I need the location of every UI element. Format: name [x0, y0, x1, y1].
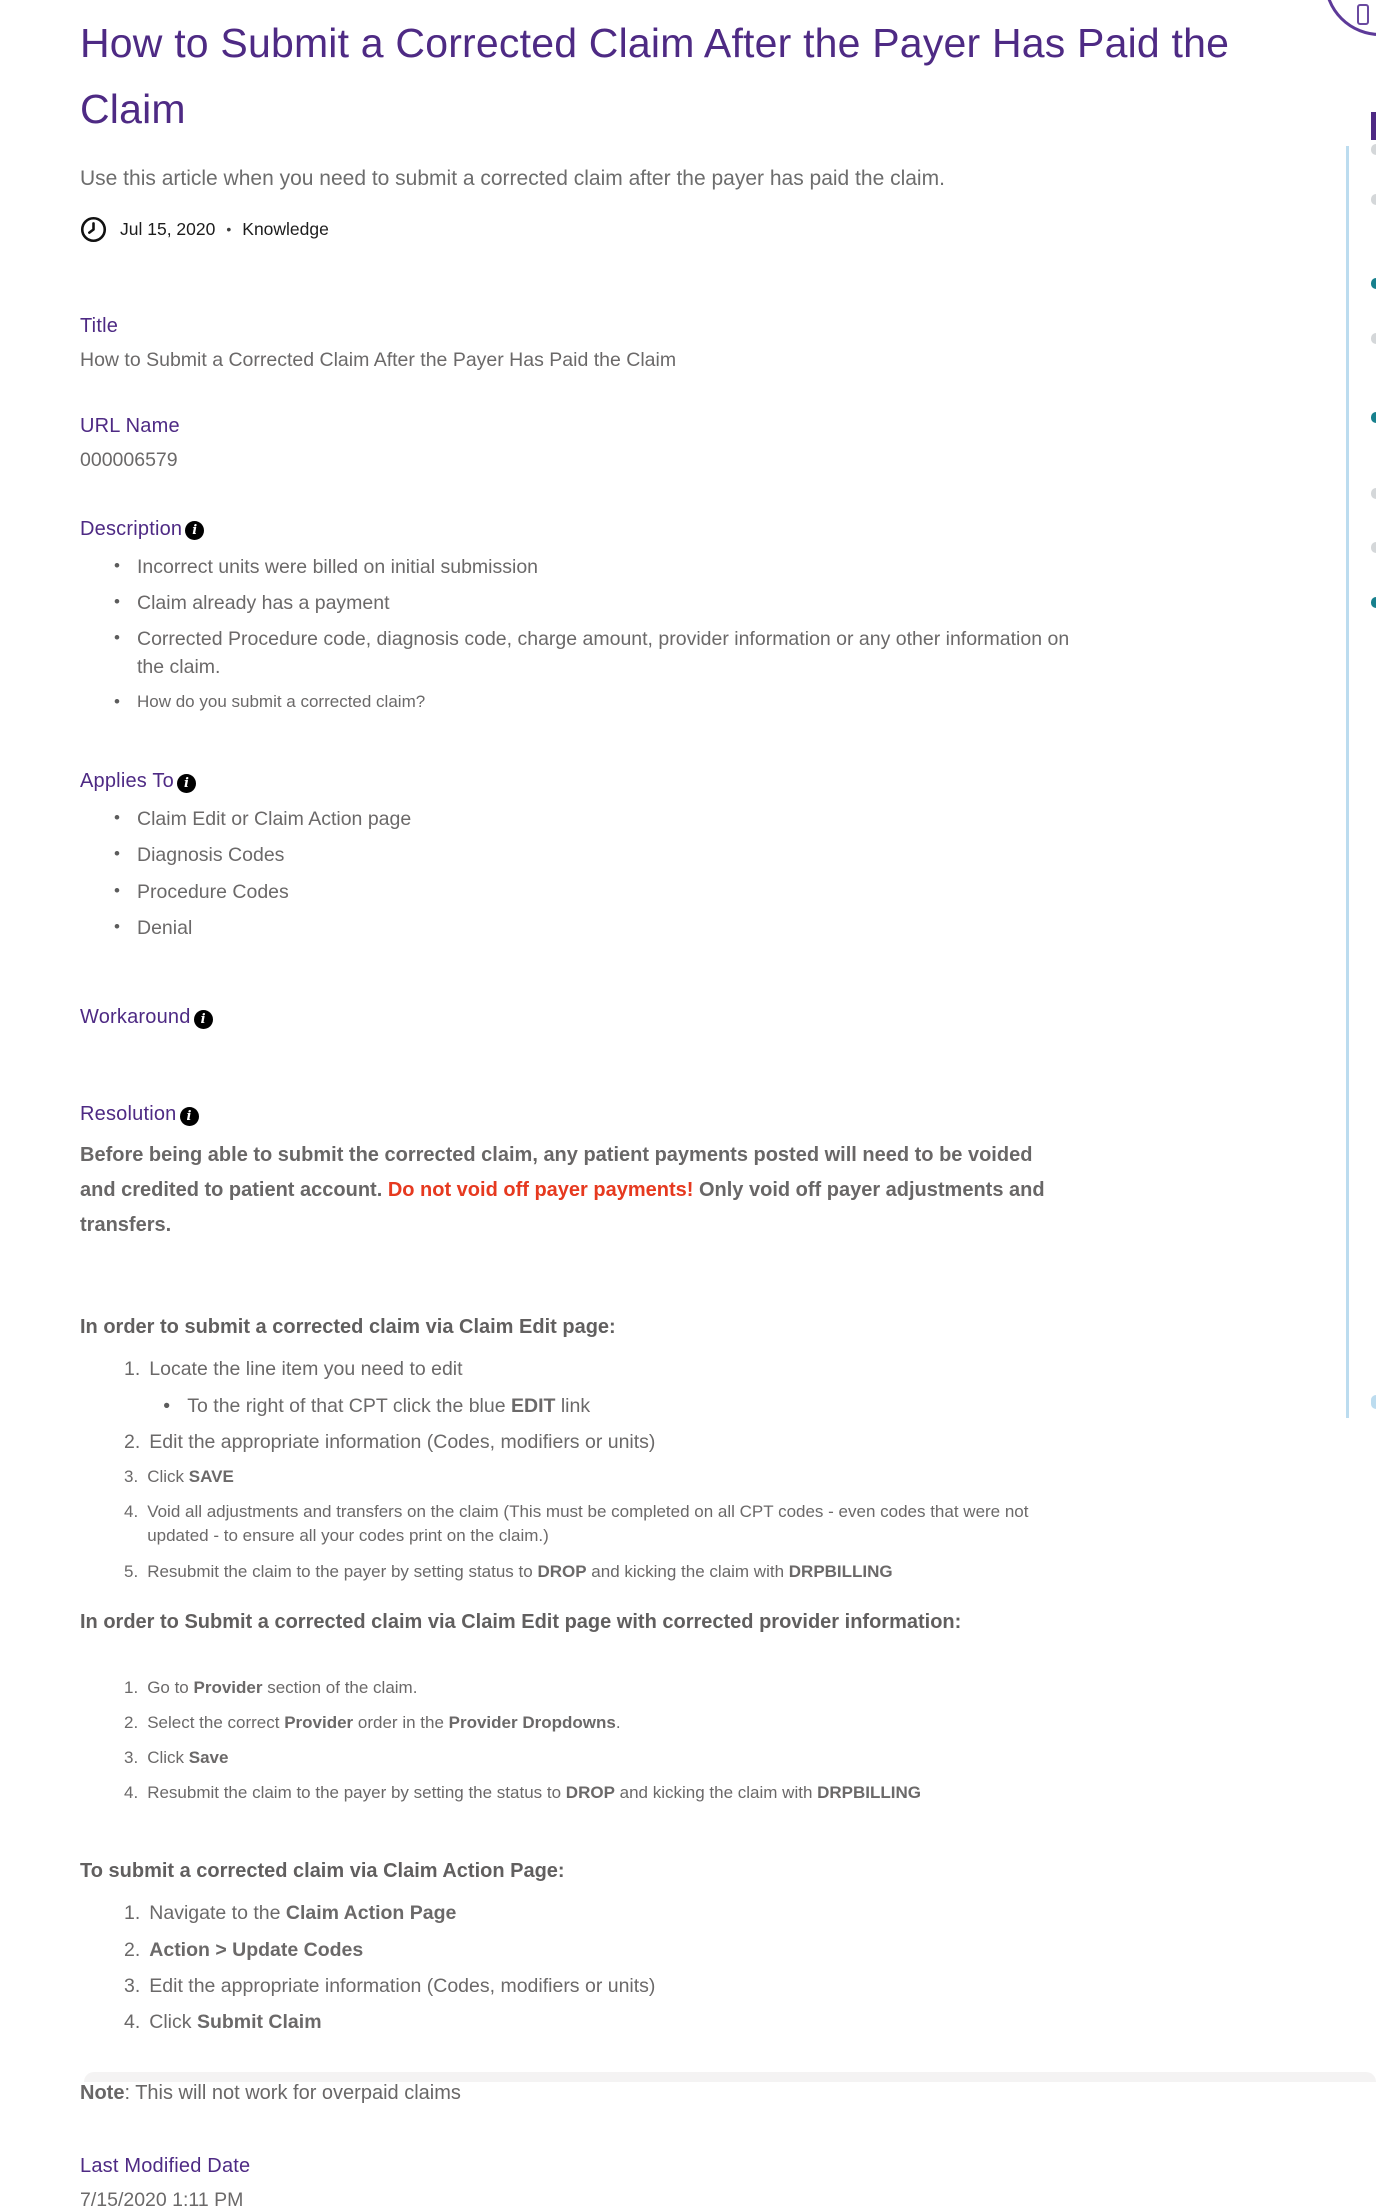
text-segment: Provider	[193, 1677, 263, 1697]
record-type-badge: Knowledge	[242, 218, 329, 239]
text-segment: Before being able to submit the corrected claim, any patient payments posted will need to be voided and credited to patient account.	[80, 1144, 1033, 1202]
section-applies-to	[80, 770, 1332, 942]
clock-icon	[80, 216, 107, 243]
list-item-text	[147, 1465, 234, 1489]
text-segment: Procedure Codes	[137, 880, 289, 903]
list-item-text	[137, 626, 1087, 681]
list-item	[114, 590, 1332, 617]
field-last-modified-label: Last Modified Date	[80, 2155, 251, 2178]
text-segment: SAVE	[188, 1467, 234, 1487]
list-item	[124, 1465, 1332, 1489]
list-item-text	[147, 1560, 892, 1584]
number-marker: 2.	[124, 1938, 141, 1961]
list-item	[124, 1781, 1332, 1805]
list-item-text	[137, 690, 425, 714]
field-title-label: Title	[80, 314, 119, 337]
text-segment: Claim Edit or Claim Action page	[137, 808, 412, 831]
numbered-list	[80, 1676, 1332, 1806]
list-item-text	[147, 1746, 228, 1770]
rail-link-fragment	[1371, 412, 1376, 423]
number-marker: 1.	[124, 1902, 141, 1925]
rail-text-fragment	[1371, 488, 1376, 499]
bullet-marker: •	[114, 880, 120, 900]
list-item	[124, 1900, 1332, 1927]
rail-link-fragment	[1371, 278, 1376, 289]
text-segment: Submit Claim	[196, 2011, 322, 2034]
list-item-text	[149, 1937, 363, 1964]
text-segment: Save	[188, 1747, 229, 1767]
text-segment: Incorrect units were billed on initial submission	[137, 555, 539, 578]
edit-pencil-icon	[1357, 4, 1369, 25]
info-icon[interactable]: i	[180, 1107, 199, 1126]
number-marker: 3.	[124, 1467, 139, 1487]
text-segment: Only void off payer adjustments and transfers.	[80, 1179, 1045, 1237]
list-item-text	[137, 806, 411, 833]
list-item	[124, 1500, 1332, 1548]
section-applies-to-label: Applies To	[80, 770, 174, 793]
text-segment: Provider Dropdowns	[448, 1712, 616, 1732]
applies-to-bullet-list	[80, 806, 1332, 942]
list-item-text	[147, 1500, 1067, 1548]
list-item	[124, 1356, 1332, 1420]
text-segment: Edit the appropriate information (Codes, modifiers or units)	[149, 1974, 656, 1997]
right-panel-divider	[1346, 146, 1349, 1418]
list-item	[114, 690, 1332, 714]
text-segment: Action > Update Codes	[149, 1938, 364, 1961]
field-url-name-label: URL Name	[80, 414, 180, 437]
section-workaround	[80, 1006, 1332, 1029]
text-segment: Claim already has a payment	[137, 592, 390, 615]
text-segment: and kicking the claim with	[614, 1783, 818, 1803]
list-item-text	[149, 2009, 321, 2036]
number-marker: 4.	[124, 1783, 139, 1803]
list-item	[124, 1973, 1332, 2000]
text-segment: Corrected Procedure code, diagnosis code, charge amount, provider information or any other information on the claim.	[137, 628, 1070, 678]
field-url-name-value: 000006579	[80, 448, 178, 471]
rail-divider-end	[1371, 1395, 1376, 1409]
list-item-text	[147, 1711, 620, 1735]
list-item-text	[149, 1356, 590, 1420]
list-item-text	[149, 1973, 655, 2000]
list-item	[114, 879, 1332, 906]
text-segment: Resubmit the claim to the payer by setting status to	[147, 1561, 538, 1581]
field-title	[80, 315, 1332, 372]
text-segment: Click	[149, 2011, 197, 2034]
footer-section-bar	[84, 2072, 1376, 2082]
list-item-text	[149, 1429, 655, 1456]
text-segment: DROP	[537, 1561, 587, 1581]
field-title-value: How to Submit a Corrected Claim After the Payer Has Paid the Claim	[80, 348, 677, 371]
number-marker: 4.	[124, 1502, 139, 1522]
number-marker: 4.	[124, 2011, 141, 2034]
text-segment: Resubmit the claim to the payer by setting the status to	[147, 1783, 566, 1803]
bullet-marker: •	[114, 592, 120, 612]
rail-text-fragment	[1371, 144, 1376, 155]
number-marker: 3.	[124, 1974, 141, 1997]
list-item-text	[137, 915, 192, 942]
list-item-text	[187, 1393, 590, 1420]
list-item-text	[147, 1781, 921, 1805]
text-segment: Provider	[284, 1712, 354, 1732]
text-segment: Locate the line item you need to edit	[149, 1358, 463, 1381]
sub-section-heading	[80, 1313, 1332, 1341]
list-item	[114, 842, 1332, 869]
text-segment: To the right of that CPT click the blue	[187, 1394, 511, 1417]
list-item-text	[137, 554, 538, 581]
bullet-marker: •	[114, 628, 120, 648]
text-segment: Claim Action Page	[285, 1902, 457, 1925]
list-item	[163, 1393, 590, 1420]
list-item	[124, 1560, 1332, 1584]
text-segment: EDIT	[511, 1394, 556, 1417]
field-last-modified-value: 7/15/2020 1:11 PM	[80, 2189, 244, 2212]
resolution-body	[80, 1138, 1332, 2111]
list-item	[114, 806, 1332, 833]
section-workaround-label: Workaround	[80, 1006, 191, 1029]
bullet-marker: •	[163, 1394, 171, 1417]
info-icon[interactable]: i	[194, 1010, 213, 1029]
number-marker: 1.	[124, 1677, 139, 1697]
article-meta-row	[80, 216, 1332, 243]
rail-text-fragment	[1371, 542, 1376, 553]
bullet-marker: •	[114, 692, 120, 711]
text-segment: In order to Submit a corrected claim via Claim Edit page with corrected provider information:	[80, 1610, 962, 1633]
list-item-text	[149, 1900, 456, 1927]
text-segment: Select the correct	[147, 1712, 285, 1732]
rail-heading-fragment	[1371, 112, 1376, 140]
numbered-list	[80, 1356, 1332, 1583]
paragraph	[80, 1138, 1048, 1243]
number-marker: 2.	[124, 1712, 139, 1732]
bullet-marker: •	[114, 555, 120, 575]
text-segment: Denial	[137, 917, 193, 940]
text-segment: In order to submit a corrected claim via Claim Edit page:	[80, 1316, 616, 1339]
list-item-text	[137, 590, 390, 617]
text-segment: DRPBILLING	[817, 1783, 922, 1803]
text-segment: section of the claim.	[262, 1677, 418, 1697]
field-last-modified	[80, 2155, 1332, 2212]
list-item	[124, 1676, 1332, 1700]
article-body	[80, 10, 1332, 2212]
list-item	[124, 1746, 1332, 1770]
sub-section-heading	[80, 1857, 1332, 1885]
text-segment: Diagnosis Codes	[137, 844, 285, 867]
list-item	[124, 1429, 1332, 1456]
list-item	[124, 2009, 1332, 2036]
text-segment: DRPBILLING	[788, 1561, 893, 1581]
section-resolution	[80, 1103, 1332, 2111]
rail-text-fragment	[1371, 194, 1376, 205]
info-icon[interactable]: i	[185, 521, 204, 540]
bullet-marker: •	[114, 917, 120, 937]
text-segment: How do you submit a corrected claim?	[137, 692, 426, 711]
text-segment: .	[615, 1712, 621, 1732]
section-resolution-label: Resolution	[80, 1103, 177, 1126]
sub-section-heading	[80, 1608, 1332, 1636]
list-item-text	[137, 842, 284, 869]
text-segment: Note	[80, 2082, 125, 2105]
rail-link-fragment	[1371, 597, 1376, 608]
article-date: Jul 15, 2020	[120, 218, 216, 239]
field-url-name	[80, 415, 1332, 472]
text-segment: order in the	[353, 1712, 449, 1732]
list-item	[114, 626, 1332, 681]
text-segment: DROP	[565, 1783, 615, 1803]
rail-text-fragment	[1371, 333, 1376, 344]
text-segment: Click	[147, 1467, 189, 1487]
text-segment: and kicking the claim with	[586, 1561, 789, 1581]
section-description-label: Description	[80, 517, 183, 540]
number-marker: 3.	[124, 1747, 139, 1767]
text-segment: link	[555, 1394, 591, 1417]
article-title: How to Submit a Corrected Claim After the Payer Has Paid the Claim	[80, 20, 1230, 133]
bullet-marker: •	[114, 808, 120, 828]
text-segment: Go to	[147, 1677, 194, 1697]
number-marker: 1.	[124, 1358, 141, 1381]
list-item-text	[137, 879, 289, 906]
text-segment: To submit a corrected claim via Claim Action Page:	[80, 1860, 565, 1883]
text-segment: Click	[147, 1747, 189, 1767]
section-description	[80, 518, 1332, 714]
sub-bullet-list	[149, 1393, 590, 1420]
text-segment: Do not void off payer payments!	[387, 1179, 694, 1202]
numbered-list	[80, 1900, 1332, 2036]
text-segment: Void all adjustments and transfers on the claim (This must be completed on all CPT codes - even codes that were not updated - to ensure all your codes print on the claim.)	[147, 1502, 1029, 1546]
info-icon[interactable]: i	[177, 774, 196, 793]
list-item-text	[147, 1676, 417, 1700]
number-marker: 2.	[124, 1430, 141, 1453]
text-segment: : This will not work for overpaid claims	[124, 2082, 461, 2105]
number-marker: 5.	[124, 1561, 139, 1581]
text-segment: Edit the appropriate information (Codes, modifiers or units)	[149, 1430, 656, 1453]
list-item	[114, 915, 1332, 942]
description-bullet-list	[80, 554, 1332, 714]
list-item	[124, 1937, 1332, 1964]
list-item	[124, 1711, 1332, 1735]
list-item	[114, 554, 1332, 581]
meta-separator-dot: •	[226, 221, 232, 238]
article-subtitle: Use this article when you need to submit a corrected claim after the payer has paid the claim.	[80, 166, 945, 190]
bullet-marker: •	[114, 844, 120, 864]
text-segment: Navigate to the	[149, 1902, 286, 1925]
